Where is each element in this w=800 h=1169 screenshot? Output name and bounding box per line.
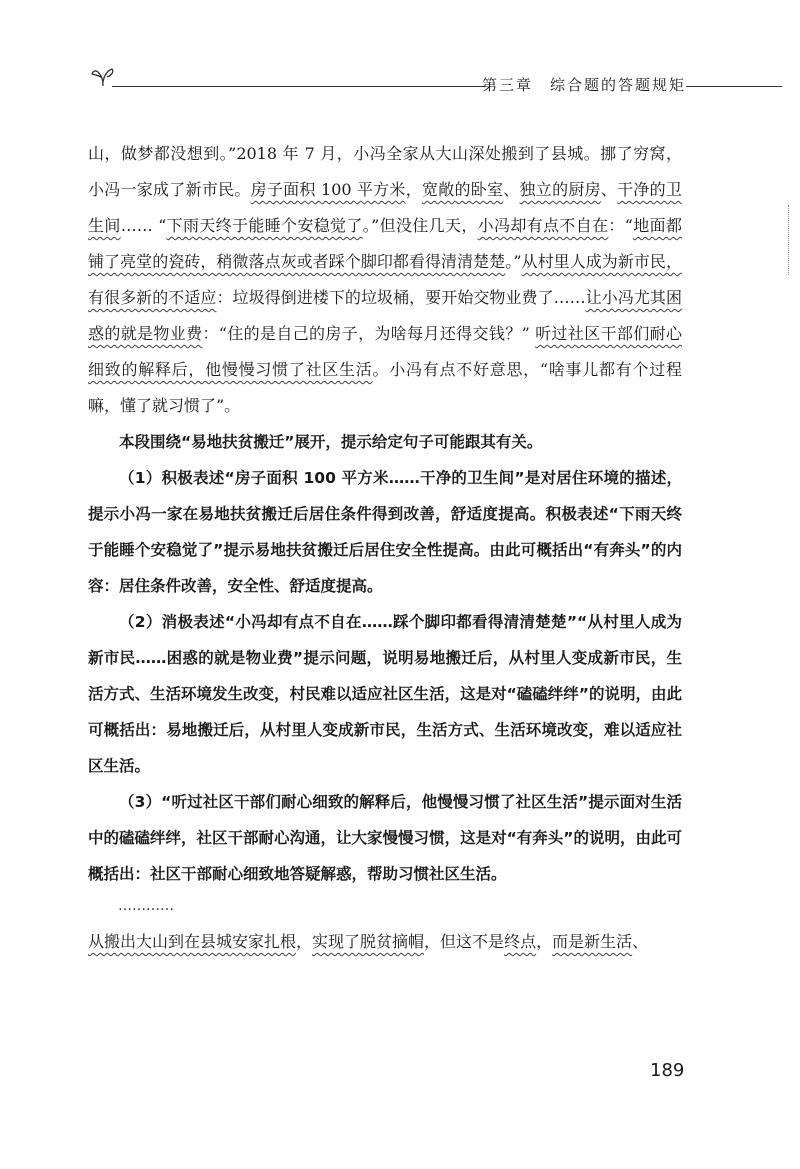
text-run: 。小冯有点不好意思，“啥事儿都有个过程嘛，懂了就习惯了”。 [88,360,682,415]
underlined-phrase: 而是新生活 [552,932,633,951]
omission-mark: ………… [118,898,174,914]
text-run: ：“住的是自己的房子，为啥每月还得交钱？” [202,324,536,343]
underlined-phrase: 房子面积 100 平方米 [250,180,406,199]
text-run: ，但这不是 [424,932,505,951]
header-rule-left [112,86,484,87]
text-run: …… “ [120,216,167,235]
text-run: ：“ [608,216,633,235]
underlined-phrase: 让小冯尤其困惑的就是物业费 [88,288,682,343]
text-run: 、 [600,180,618,199]
underlined-phrase: 从村里人成为新市民，有很多新的不适应 [88,252,682,307]
underlined-phrase: 独立的厨房 [519,180,601,199]
underlined-phrase: 地面都铺了亮堂的瓷砖，稍微落点灰或者踩个脚印都看得清清楚楚 [88,216,682,271]
page-body [88,136,682,960]
analysis-point-2: （2）消极表述“小冯却有点不自在……踩个脚印都看得清清楚楚”“从村里人成为新市民……困惑的就是物业费”提示问题，说明易地搬迁后，从村里人变成新市民，生活方式、生活环境发生改变，村民难以适应社区生活，这是对“磕磕绊绊”的说明，由此可概括出：易地搬迁后，从村里人变成新市民，生活方式、生活环境改变，难以适应社区生活。 [88,613,682,775]
text-run: ， [405,180,422,199]
underlined-phrase: 实现了脱贫摘帽 [312,932,425,951]
text-run: ， [536,932,553,951]
underlined-phrase: 听过社区干部们耐心细致的解释后，他慢慢习惯了社区生活 [88,324,682,379]
underlined-phrase: 下雨天终于能睡个安稳觉了 [166,216,363,235]
text-run: 。”但没住几天， [362,216,478,235]
underlined-phrase: 小冯却有点不自在 [477,216,609,235]
quoted-passage [88,136,682,424]
analysis-point-3: （3）“听过社区干部们耐心细致的解释后，他慢慢习惯了社区生活”提示面对生活中的磕磕绊绊，社区干部耐心沟通，让大家慢慢习惯，这是对“有奔头”的说明，由此可概括出：社区干部耐心细致地答疑解惑，帮助习惯社区生活。 [88,793,682,883]
text-run: 、 [632,932,649,951]
chapter-title: 第三章 综合题的答题规矩 [482,76,687,94]
analysis-intro: 本段围绕“易地扶贫搬迁”展开，提示给定句子可能跟其有关。 [119,433,543,451]
sprout-icon [90,62,116,88]
text-run: 、 [503,180,520,199]
closing-passage [88,924,682,960]
header-rule-right [686,86,782,87]
running-header [0,60,800,100]
underlined-phrase: 干净的卫生间 [88,180,682,235]
text-run: 。” [505,252,522,271]
page-number: 189 [650,1060,685,1081]
page-edge-mark [788,205,789,275]
analysis-point-1: （1）积极表述“房子面积 100 平方米……干净的卫生间”是对居住环境的描述，提示小冯一家在易地扶贫搬迁后居住条件得到改善，舒适度提高。积极表述“下雨天终于能睡个安稳觉了”提示易地扶贫搬迁后居住安全性提高。由此可概括出“有奔头”的内容：居住条件改善，安全性、舒适度提高。 [88,469,682,595]
underlined-phrase: 从搬出大山到在县城安家扎根 [88,932,297,951]
underlined-phrase: 终点 [504,932,537,951]
text-run: 山，做梦都没想到。”2018 年 7 月，小冯全家从大山深处搬到了县城。挪了穷窝，小冯一家成了新市民。 [88,144,682,199]
text-run: ：垃圾得倒进楼下的垃圾桶，要开始交物业费了…… [216,288,586,307]
text-run: ， [296,932,313,951]
underlined-phrase: 宽敞的卧室 [421,180,504,199]
